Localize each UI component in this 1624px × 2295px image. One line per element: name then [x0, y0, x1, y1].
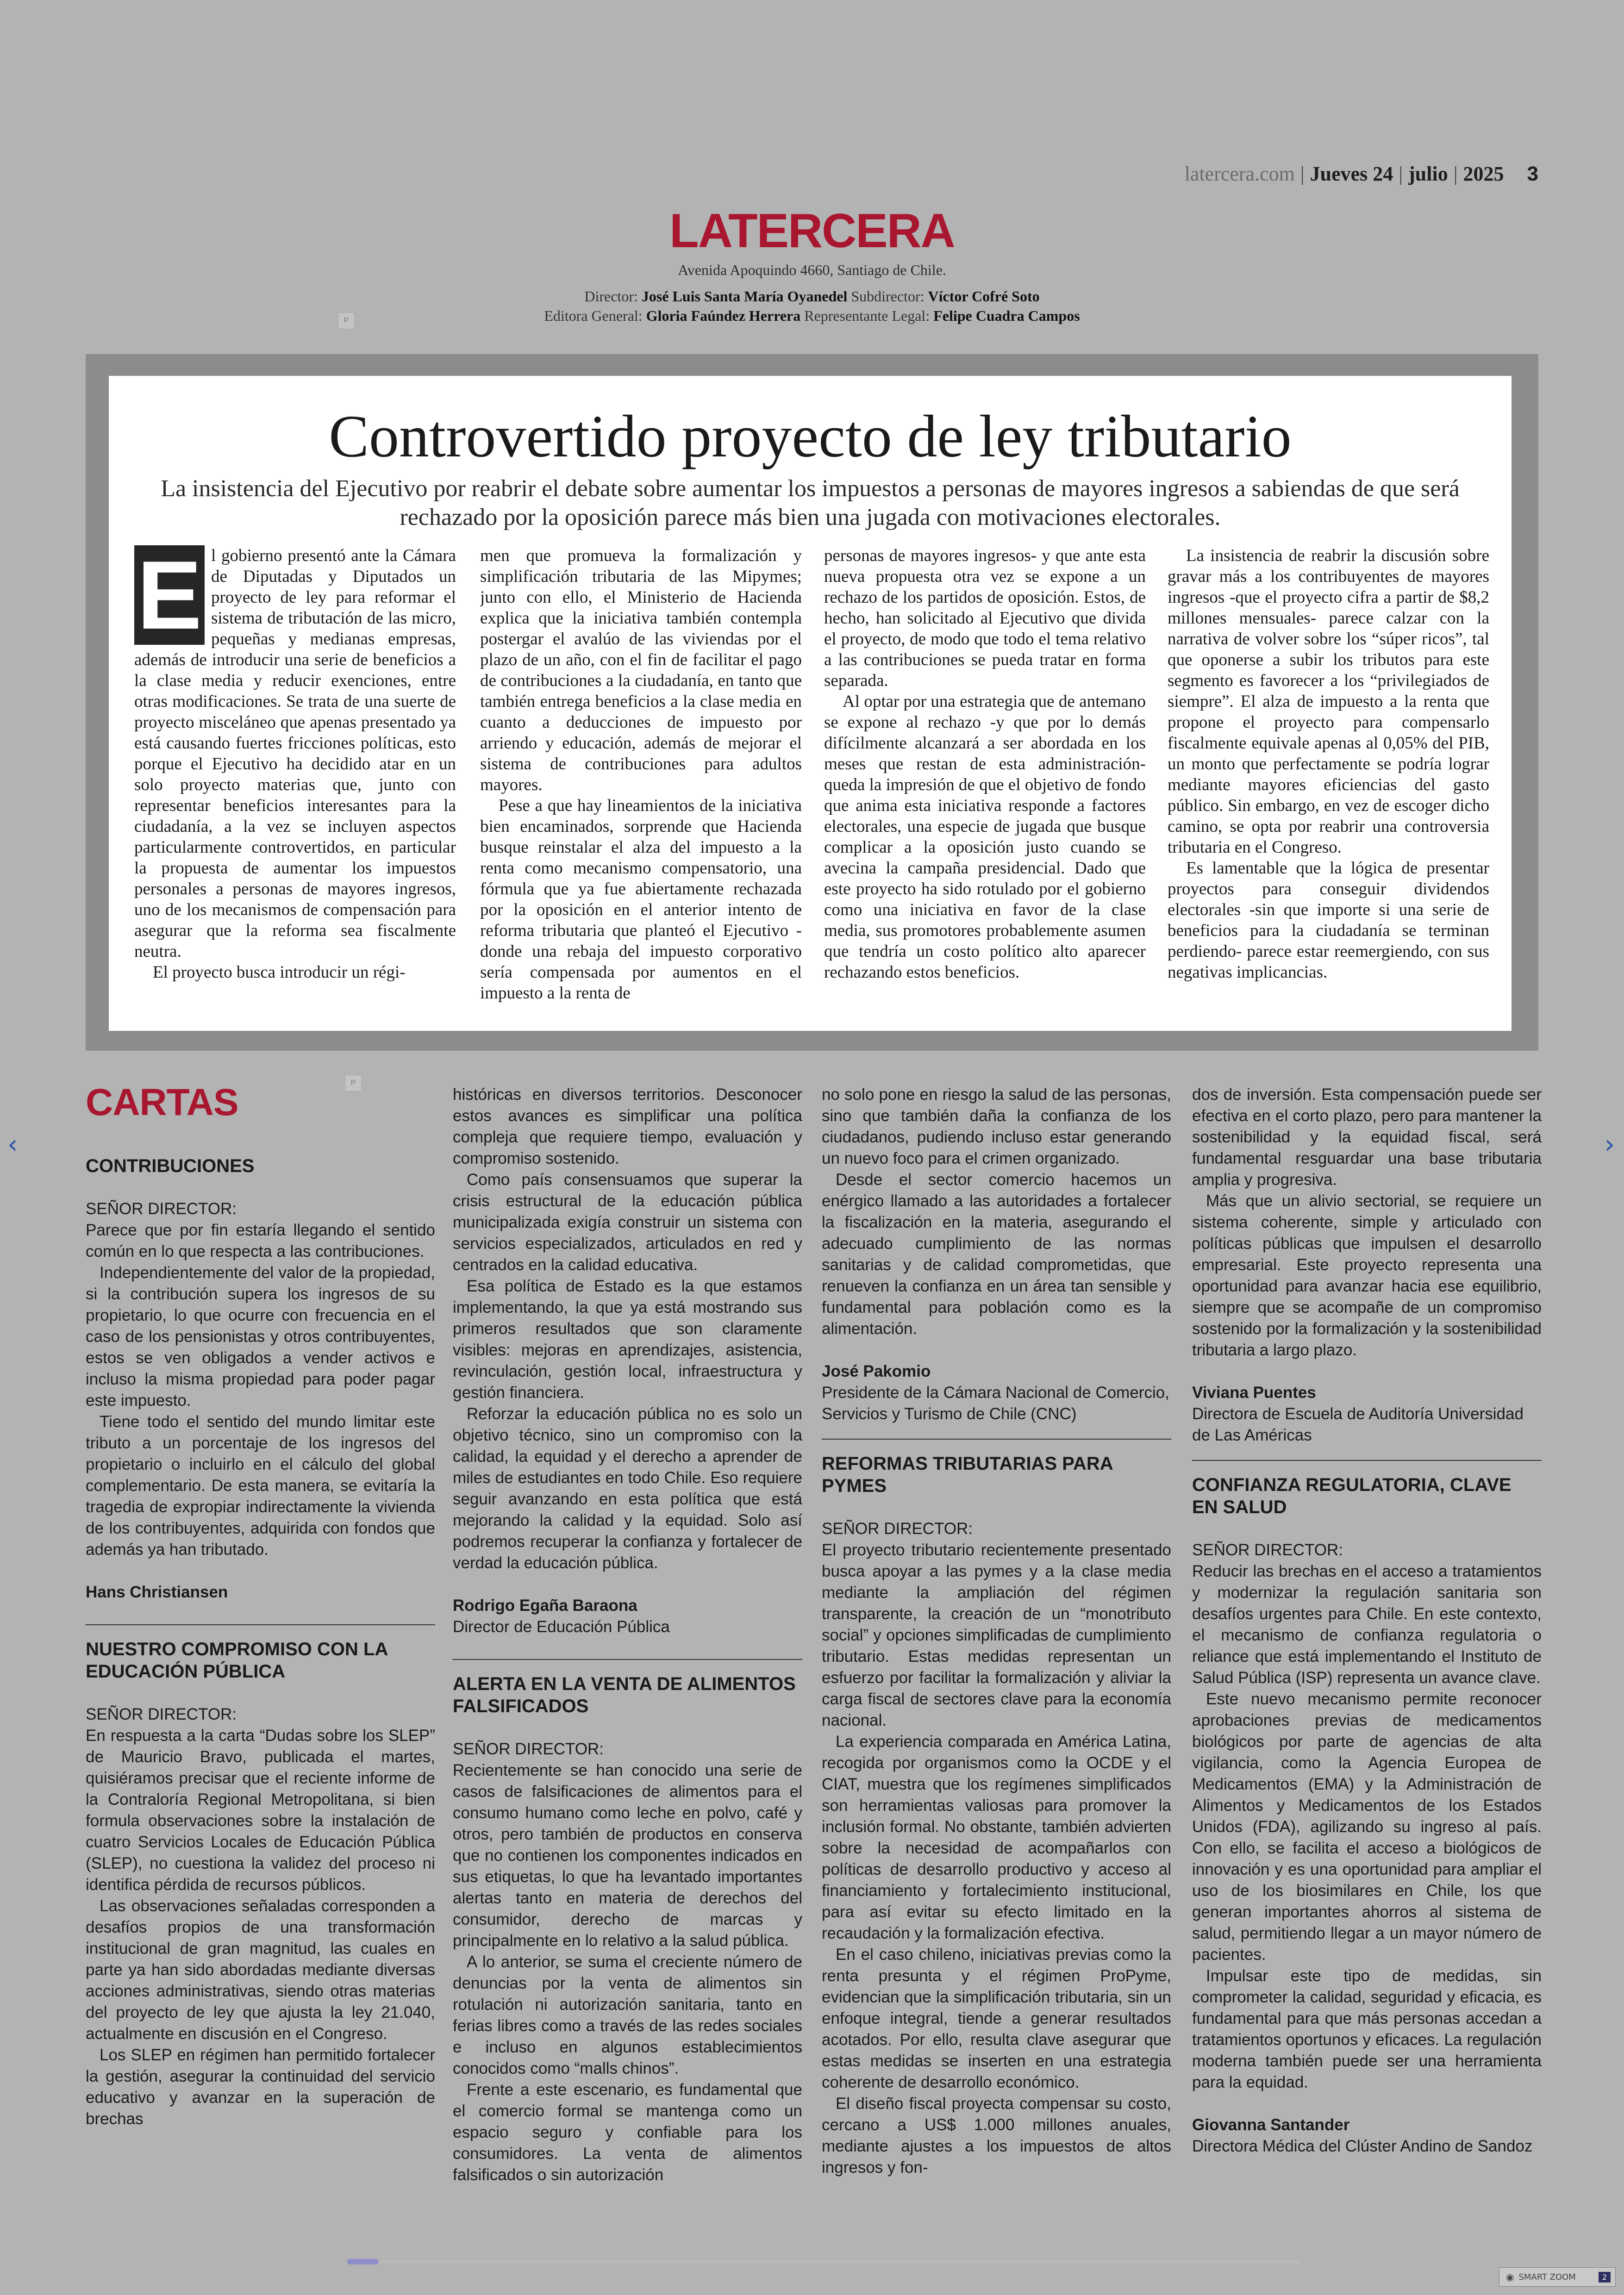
editorial-column-3: personas de mayores ingresos- y que ante esta nueva propuesta otra vez se expone a un rechazo de los partidos de oposición. Estos, de hecho, han solicitado al Ejecutivo que divida el proyecto, de modo que todo el tema relativo a las contribuciones se pueda tratar en forma separada. Al optar por una estrategia que de antemano se expone al rechazo -y que por lo demás difícilmente alcanzará a ser abordada en los meses que restan de esta administración- queda la impresión de que el objetivo de fondo que anima esta iniciativa responde a factores electorales, una especie de jugada que busque complicar a la oposición justo cuando se avecina la campaña presidencial. Dado que este proyecto ha sido rotulado por el gobierno como una iniciativa en favor de la clase media, sus promotores probablemente asumen que tendría un costo político alto aparecer rechazando estos beneficios. [824, 546, 1146, 982]
letter-role: Presidente de la Cámara Nacional de Comercio, Servicios y Turismo de Chile (CNC) [822, 1384, 1169, 1423]
letter-signature: Giovanna Santander [1192, 2116, 1350, 2134]
smart-zoom-label: SMART ZOOM [1518, 2272, 1576, 2282]
site-url: latercera.com [1184, 162, 1295, 185]
letters-column-4: dos de inversión. Esta compensación puede ser efectiva en el corto plazo, pero para mantener la sostenibilidad y la equidad fiscal, será fundamental resguardar una base tributaria amplia y progresiva. Más que un alivio sectorial, se requiere un sistema coherente, simple y articulado con políticas públicas que impulsen el desarrollo empresarial. Este proyecto representa una oportunidad para avanzar hacia ese equilibrio, siempre que se acompañe de un compromiso sostenido por la formalización y la sostenibilidad tributaria a largo plazo. Viviana Puentes Directora de Escuela de Auditoría Universidad de Las Américas CONFIANZA REGULATORIA, CLAVE EN SALUD SEÑOR DIRECTOR: Reducir las brechas en el acceso a tratamientos y modernizar la regulación sanitaria son desafíos urgentes para Chile. En este contexto, el mecanismo de confianza regulatoria o reliance que está implementando el Instituto de Salud Pública (ISP) representa un avance clave. Este nuevo mecanismo permite reconocer aprobaciones previas de medicamentos biológicos por parte de agencias de alta vigilancia, como la Agencia Europea de Medicamentos (EMA) y la Administración de Alimentos y Medicamentos de los Estados Unidos (FDA), agilizando su ingreso al país. Con ello, se facilita el acceso a biológicos de innovación y es una oportunidad para ampliar el uso de los biosimilares en Chile, los que generan importantes ahorros al sistema de salud, permitiendo llegar a un mayor número de pacientes. Impulsar este tipo de medidas, sin comprometer la calidad, seguridad y eficacia, es fundamental para que más personas accedan a tratamientos oportunos y eficaces. La regulación moderna también puede ser una herramienta para la equidad. Giovanna Santander Directora Médica del Clúster Andino de Sandoz [1192, 1084, 1542, 2157]
editora-name: Gloria Faúndez Herrera [646, 307, 801, 324]
letter-heading: CONTRIBUCIONES [86, 1156, 255, 1176]
ad-marker-icon[interactable]: P [345, 1075, 362, 1091]
salutation: SEÑOR DIRECTOR: [1192, 1541, 1343, 1559]
letters-column-2: históricas en diversos territorios. Desconocer estos avances es simplificar una política compleja que requiere tiempo, evaluación y compromiso sostenido. Como país consensuamos que superar la crisis estructural de la educación pública municipalizada exigía construir un sistema con servicios especializados, articulados en red y centrados en la calidad educativa. Esa política de Estado es la que estamos implementando, la que ya está mostrando sus primeros resultados que son claramente visibles: mejoras en aprendizajes, asistencia, revinculación, gestión local, infraestructura y gestión financiera. Reforzar la educación pública no es solo un objetivo técnico, sino un compromiso con la calidad, la equidad y el derecho a aprender de miles de estudiantes en todo Chile. Eso requiere seguir avanzando en esta política que está mejorando la calidad y la equidad. Solo así podremos recuperar la confianza y fortalecer de verdad la educación pública. Rodrigo Egaña Baraona Director de Educación Pública ALERTA EN LA VENTA DE ALIMENTOS FALSIFICADOS SEÑOR DIRECTOR: Recientemente se han conocido una serie de casos de falsificaciones de alimentos para el consumo humano como leche en polvo, café y otros, pero también de productos en conserva que no contienen los componentes indicados en sus etiquetas, lo que ha levantado importantes alertas tanto en materia de derechos del consumidor, derecho de marcas y principalmente en lo relativo a la salud pública. A lo anterior, se suma el creciente número de denuncias por la venta de alimentos sin rotulación ni autorización sanitaria, tanto en ferias libres como a través de las redes sociales e incluso en algunos establecimientos conocidos como “malls chinos”. Frente a este escenario, es fundamental que el comercio formal se mantenga como un espacio seguro y confiable para los consumidores. La venta de alimentos falsificados o sin autorización [453, 1085, 802, 2184]
masthead-date-line: latercera.com | Jueves 24 | julio | 2025 3 [1184, 162, 1538, 185]
letter-signature: Hans Christiansen [86, 1583, 228, 1601]
page-scrollbar[interactable] [347, 2260, 1301, 2264]
chevron-left-icon[interactable]: ‹ [7, 1129, 18, 1160]
letter-role: Directora Médica del Clúster Andino de Sandoz [1192, 2137, 1533, 2155]
newspaper-logo: LATERCERA [669, 204, 955, 258]
director-name: José Luis Santa María Oyanedel [641, 288, 848, 305]
drop-cap: E [134, 545, 205, 645]
letter-heading: NUESTRO COMPROMISO CON LA EDUCACIÓN PÚBLICA [86, 1639, 387, 1682]
salutation: SEÑOR DIRECTOR: [822, 1520, 973, 1538]
letter-heading: REFORMAS TRIBUTARIAS PARA PYMES [822, 1453, 1113, 1496]
credits-line-2: Editora General: Gloria Faúndez Herrera Representante Legal: Felipe Cuadra Campos [544, 307, 1080, 324]
letter-signature: Rodrigo Egaña Baraona [453, 1597, 637, 1615]
date-day: Jueves 24 [1310, 162, 1393, 185]
page-scrollbar-thumb[interactable] [347, 2259, 379, 2264]
salutation: SEÑOR DIRECTOR: [86, 1200, 237, 1218]
letter-role: Directora de Escuela de Auditoría Universidad de Las Américas [1192, 1405, 1524, 1444]
smart-zoom-button[interactable] [1499, 2267, 1616, 2287]
letter-heading: CONFIANZA REGULATORIA, CLAVE EN SALUD [1192, 1475, 1512, 1517]
date-year: 2025 [1463, 162, 1504, 185]
letter-heading: ALERTA EN LA VENTA DE ALIMENTOS FALSIFICADOS [453, 1674, 796, 1716]
editorial-column-4: La insistencia de reabrir la discusión sobre gravar más a los contribuyentes de mayores ingresos -que el proyecto cifra a partir de $8,2 millones mensuales- parece calzar con la narrativa de volver sobre los “súper ricos”, tal que oponerse a subir los tributos para este segmento es favorecer a los “privilegiados de siempre”. El alza de impuesto a la renta que propone el proyecto para compensarlo fiscalmente equivale apenas al 0,05% del PIB, un monto que perfectamente se podría lograr mediante mayores eficiencias del gasto público. Sin embargo, en vez de escoger dicho camino, se opta por reabrir una controversia tributaria en el Congreso. Es lamentable que la lógica de presentar proyectos para conseguir dividendos electorales -sin que importe si una serie de beneficios para la ciudadanía se terminan perdiendo- parece estar reemergiendo, con sus negativas implicancias. [1168, 546, 1489, 982]
letters-column-1: CONTRIBUCIONES SEÑOR DIRECTOR: Parece que por fin estaría llegando el sentido común en lo que respecta a las contribuciones. Independientemente del valor de la propiedad, si la contribución supera los ingresos de su propietario, lo que ocurre con frecuencia en el caso de los pensionistas y otros contribuyentes, estos se ven obligados a vender activos e incluso la misma propiedad para poder pagar este impuesto. Tiene todo el sentido del mundo limitar este tributo a un porcentaje de los ingresos del propietario o incluirlo en el cálculo del global complementario. De esta manera, se evitaría la tragedia de expropiar indirectamente la vivienda de los contribuyentes, adquirida con fondos que además ya han tributado. Hans Christiansen NUESTRO COMPROMISO CON LA EDUCACIÓN PÚBLICA SEÑOR DIRECTOR: En respuesta a la carta “Dudas sobre los SLEP” de Mauricio Bravo, publicada el martes, quisiéramos precisar que el reciente informe de la Contraloría Regional Metropolitana, si bien formula observaciones sobre la instalación de cuatro Servicios Locales de Educación Pública (SLEP), no cuestiona la validez del proceso ni identifica pérdida de recursos públicos. Las observaciones señaladas corresponden a desafíos propios de una transformación institucional de gran magnitud, las cuales en parte ya han sido abordadas mediante diversas acciones administrativas, siendo otras materias del proyecto de ley que ajusta la ley 21.040, actualmente en discusión en el Congreso. Los SLEP en régimen han permitido fortalecer la gestión, asegurar la continuidad del servicio educativo y avanzar en la superación de brechas [86, 1156, 435, 2128]
date-month: julio [1408, 162, 1448, 185]
smart-zoom-badge: 2 [1599, 2272, 1611, 2283]
subdirector-name: Víctor Cofré Soto [928, 288, 1040, 305]
newspaper-address: Avenida Apoquindo 4660, Santiago de Chile. [678, 262, 946, 278]
editorial-deck: La insistencia del Ejecutivo por reabrir el debate sobre aumentar los impuestos a personas de mayores ingresos a sabiendas de que será rechazado por la oposición parece más bien una jugada con motivaciones electorales. [161, 475, 1460, 530]
legal-name: Felipe Cuadra Campos [933, 307, 1080, 324]
editorial-title: Controvertido proyecto de ley tributario [329, 403, 1292, 470]
salutation: SEÑOR DIRECTOR: [86, 1705, 237, 1723]
editorial-column-1: E l gobierno presentó ante la Cámara de Diputadas y Diputados un proyecto de ley para reformar el sistema de tributación de las micro, pequeñas y medianas empresas, además de introducir una serie de beneficios a la clase media y reducir exenciones, entre otras modificaciones. Se trata de una suerte de proyecto misceláneo que apenas presentado ya está causando fuertes fricciones políticas, esto porque el Ejecutivo ha decidido atar en un solo proyecto materias que, junto con representar beneficios interesantes para la ciudadanía, a la vez se incluyen aspectos particularmente controvertidos, en particular la propuesta de aumentar los impuestos personales a personas de mayores ingresos, uno de los mecanismos de compensación para asegurar que la reforma sea fiscalmente neutra. El proyecto busca introducir un régi- [134, 545, 456, 982]
salutation: SEÑOR DIRECTOR: [453, 1740, 604, 1758]
cartas-section-title: CARTAS [86, 1081, 238, 1123]
letter-role: Director de Educación Pública [453, 1618, 670, 1636]
credits-line-1: Director: José Luis Santa María Oyanedel Subdirector: Víctor Cofré Soto [584, 288, 1040, 305]
chevron-right-icon[interactable]: › [1604, 1129, 1615, 1160]
ad-marker-icon[interactable]: P [338, 312, 355, 329]
page-number: 3 [1527, 162, 1538, 185]
letter-signature: Viviana Puentes [1192, 1384, 1316, 1402]
letters-column-3: no solo pone en riesgo la salud de las personas, sino que también daña la confianza de los ciudadanos, pudiendo incluso estar generando un nuevo foco para el crimen organizado. Desde el sector comercio hacemos un enérgico llamado a las autoridades a fortalecer la fiscalización en la materia, asegurando el adecuado cumplimiento de las normas sanitarias y de calidad comprometidas, que renueven la confianza en un área tan sensible y fundamental para población como es la alimentación. José Pakomio Presidente de la Cámara Nacional de Comercio, Servicios y Turismo de Chile (CNC) REFORMAS TRIBUTARIAS PARA PYMES SEÑOR DIRECTOR: El proyecto tributario recientemente presentado busca apoyar a las pymes y a la clase media mediante la ampliación del régimen transparente, la creación de un “monotributo social” y opciones simplificadas de cumplimiento tributario. Estas medidas representan un esfuerzo por facilitar la formalización y aliviar la carga fiscal de sectores clave para la economía nacional. La experiencia comparada en América Latina, recogida por organismos como la OCDE y el CIAT, muestra que los regímenes simplificados son herramientas valiosas para promover la inclusión formal. No obstante, también advierten sobre la necesidad de acompañarlos con políticas de desarrollo productivo y acceso al financiamiento y fortalecimiento institucional, para así evitar su efecto limitado en la recaudación y la formalización efectiva. En el caso chileno, iniciativas previas como la renta presunta y el régimen ProPyme, evidencian que la simplificación tributaria, sin un enfoque integral, tiende a generar resultados acotados. Por ello, resulta clave asegurar que estas medidas se inserten en una estrategia coherente de desarrollo económico. El diseño fiscal proyecta compensar su costo, cercano a US$ 1.000 millones anuales, mediante ajustes a los impuestos de altos ingresos y fon- [822, 1085, 1171, 2177]
editorial-column-2: men que promueva la formalización y simplificación tributaria de las Mipymes; junto con ello, el Ministerio de Hacienda explica que la iniciativa también contempla postergar el avalúo de las viviendas por el plazo de un año, con el fin de facilitar el pago de contribuciones a la ciudadanía, en tanto que también entrega beneficios a la clase media en cuanto a deducciones de impuesto por arriendo y educación, además de mejorar el sistema de contribuciones para adultos mayores. Pese a que hay lineamientos de la iniciativa bien encaminados, sorprende que Hacienda busque reinstalar el alza del impuesto a la renta como mecanismo compensatorio, una fórmula que ya fue abiertamente rechazada por la oposición en el anterior intento de reforma tributaria que planteó el Ejecutivo -donde una rebaja del impuesto corporativo sería compensada por aumentos en el impuesto a la renta de [480, 546, 802, 1003]
letter-signature: José Pakomio [822, 1362, 931, 1380]
eye-icon: ◉ [1506, 2271, 1514, 2283]
